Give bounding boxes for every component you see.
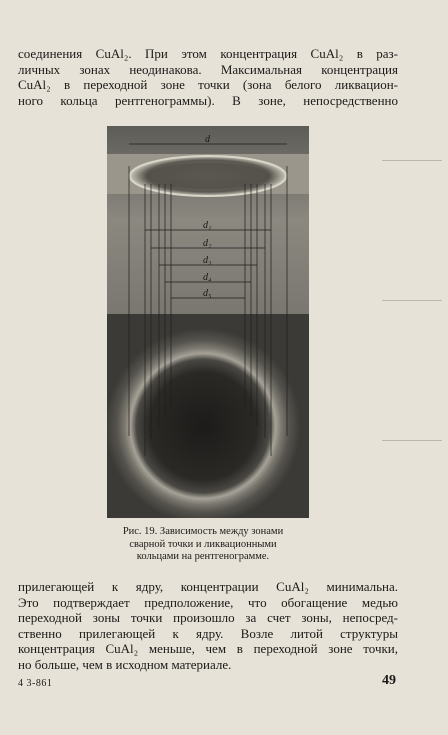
printer-signature: 4 3-861	[18, 678, 53, 689]
caption-line: сварной точки и ликвационными	[129, 538, 277, 550]
bleed-through-mark	[382, 300, 442, 301]
dimension-label: d₄	[203, 272, 212, 283]
text-line: Это подтверждает предположение, что обогащение медью	[18, 594, 398, 610]
dimension-label: d₂	[203, 238, 212, 249]
body-paragraph-bottom	[18, 579, 398, 673]
dimension-label: d₃	[203, 255, 212, 266]
body-paragraph-top	[18, 46, 398, 108]
text-line: переходной зоны точки произошло за счет зоны, непосред-	[18, 610, 398, 626]
dimension-label: d₅	[203, 288, 212, 299]
page-number: 49	[382, 673, 396, 688]
text-line: но больше, чем в исходном материале.	[18, 656, 232, 672]
text-line: CuAl₂ в переходной зоне точки (зона белого ликвацион-	[18, 77, 398, 93]
xray-rings	[107, 328, 301, 518]
figure-caption	[88, 526, 318, 564]
caption-line: Рис. 19. Зависимость между зонами	[122, 526, 284, 537]
bleed-through-mark	[382, 160, 442, 161]
text-line: прилегающей к ядру, концентрации CuAl₂ минимальна.	[18, 579, 398, 594]
text-line: ного кольца рентгенограммы). В зоне, непосредственно	[18, 92, 398, 108]
text-line: соединения CuAl₂. При этом концентрация CuAl₂ в раз-	[18, 46, 398, 61]
dimension-label: d₁	[203, 220, 212, 231]
figure-weld-xray	[107, 126, 309, 518]
text-line: концентрация CuAl₂ меньше, чем в переходной зоне точки,	[18, 641, 398, 657]
bleed-through-mark	[382, 440, 442, 441]
dimension-label: d	[205, 134, 210, 145]
text-line: личных зонах неодинакова. Максимальная концентрация	[18, 61, 398, 77]
text-line: ственно прилегающей к ядру. Возле литой структуры	[18, 625, 398, 641]
caption-line: кольцами на рентгенограмме.	[136, 551, 270, 562]
figure-graphic	[107, 126, 309, 518]
